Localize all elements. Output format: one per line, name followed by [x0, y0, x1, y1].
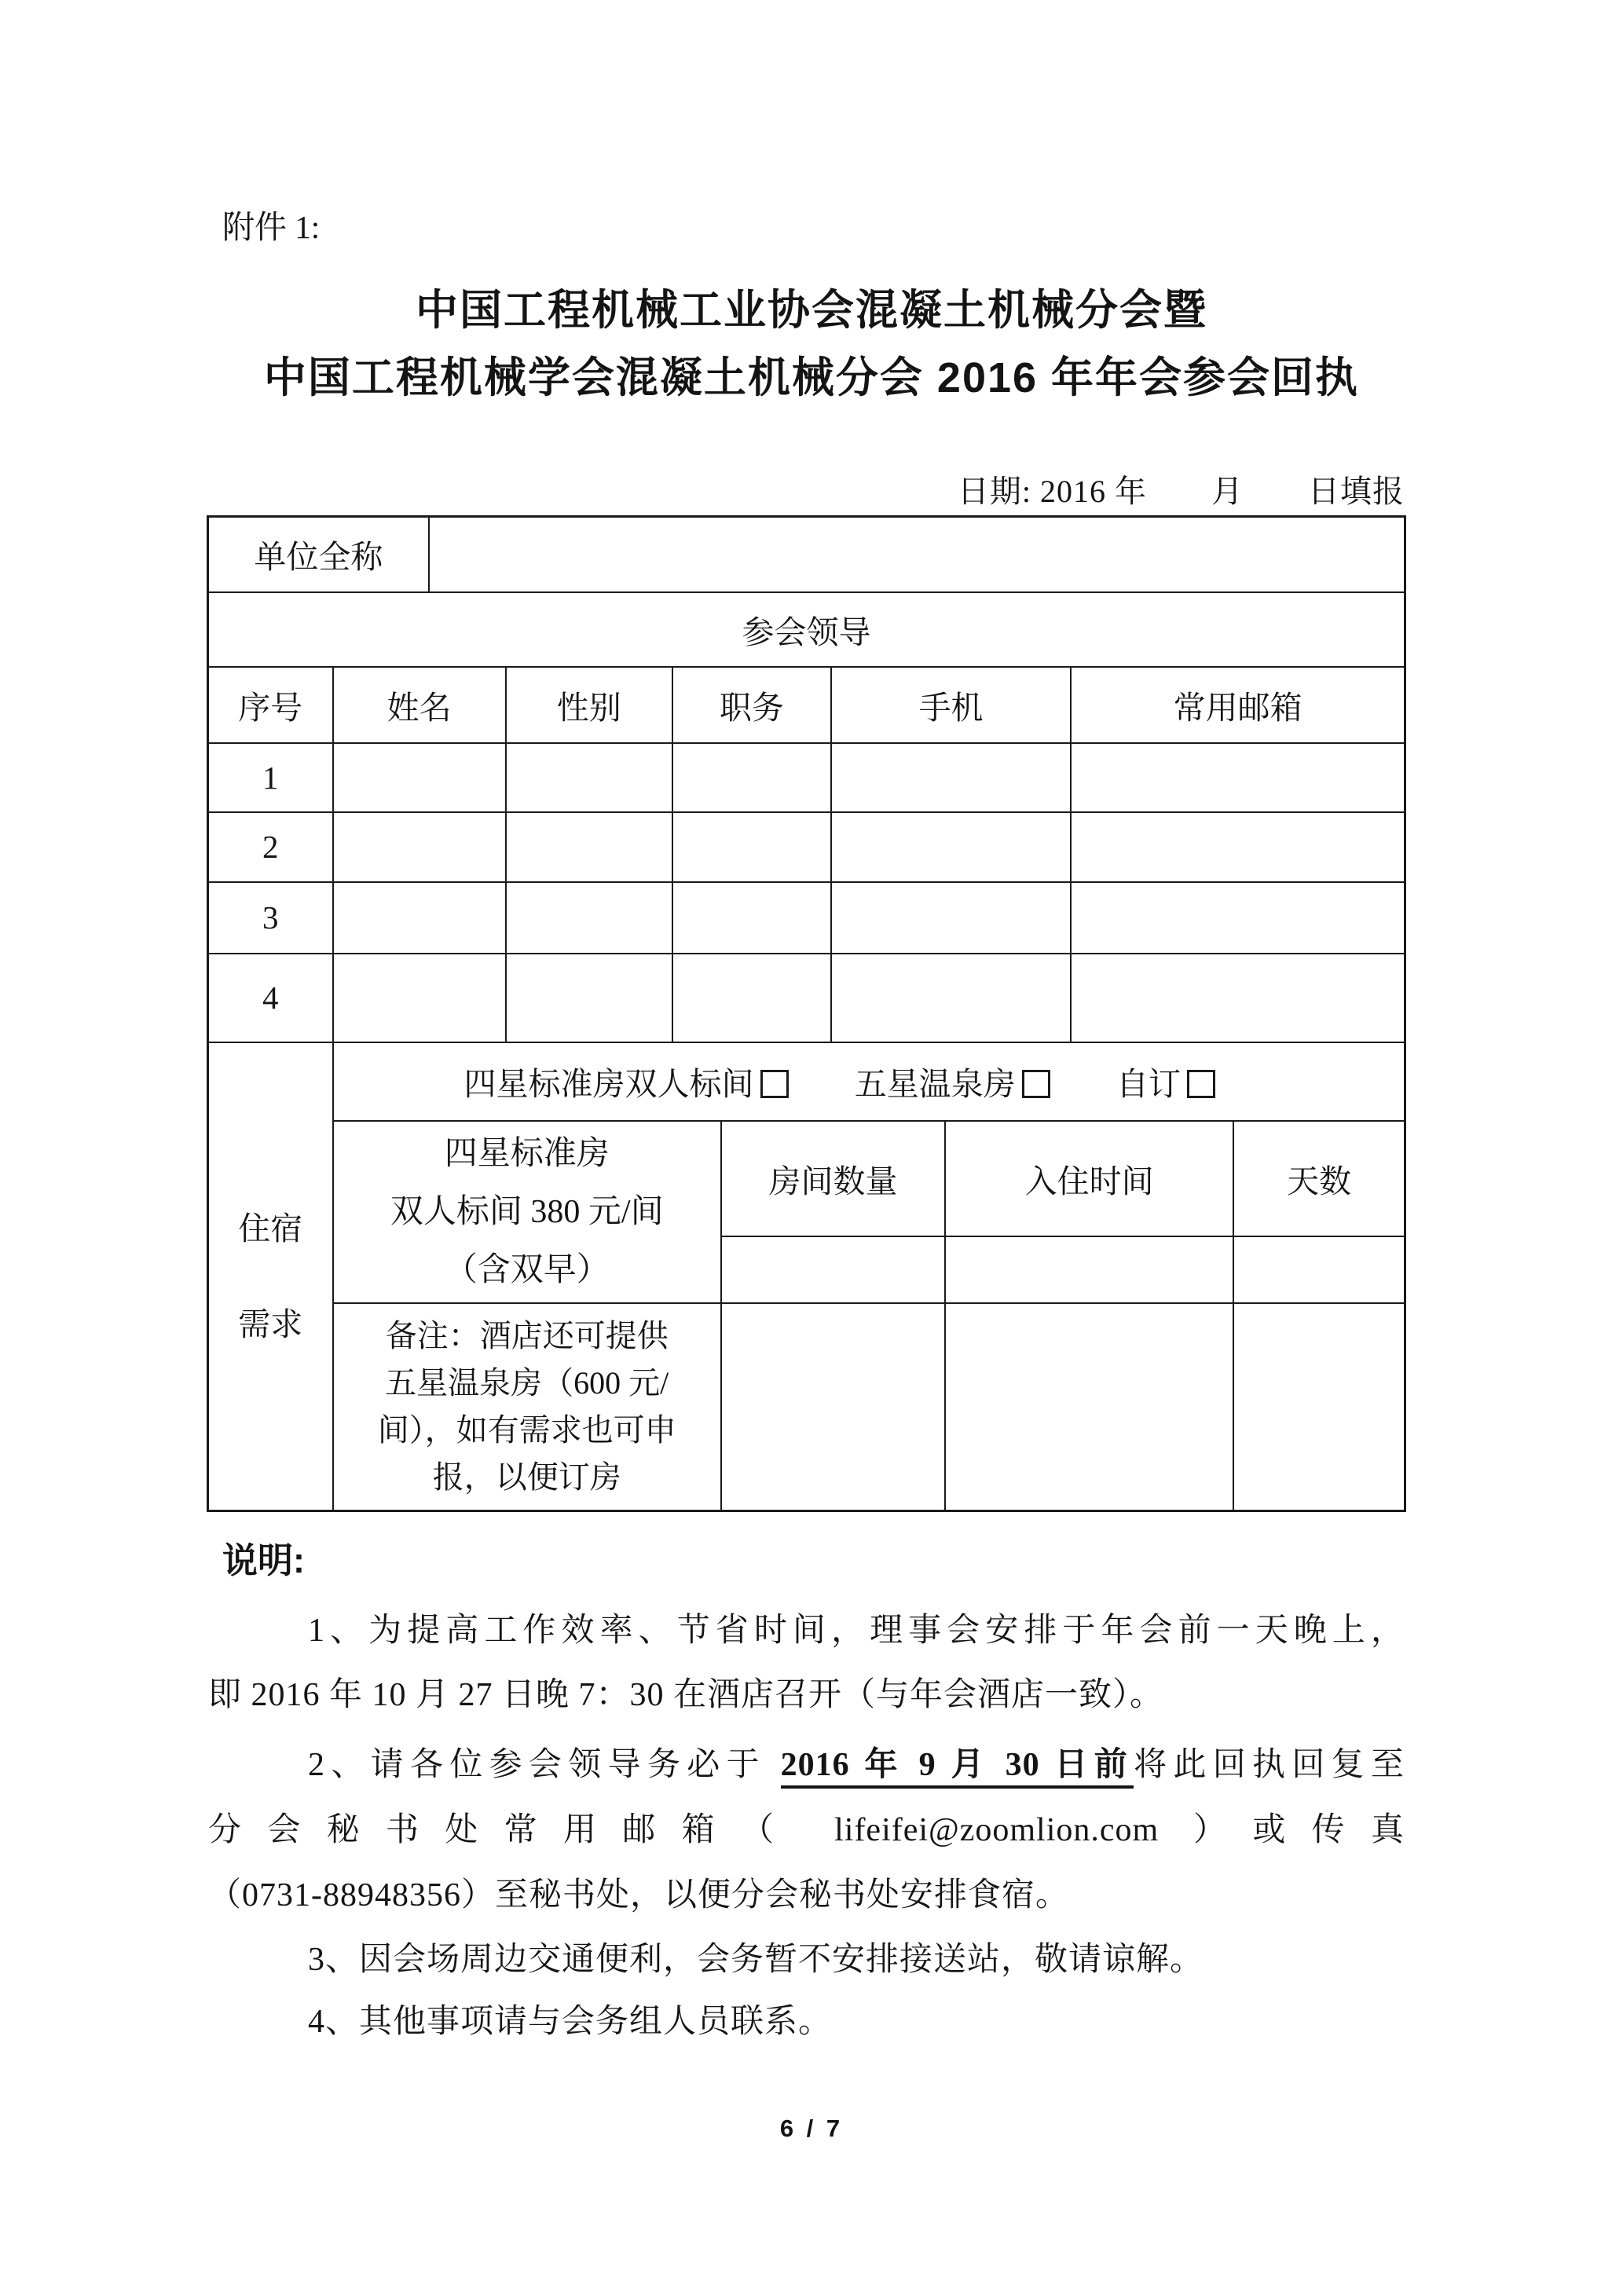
leader-4-mobile-field	[831, 954, 1071, 1042]
option-four-star	[464, 1066, 789, 1102]
leader-2-gender-field	[506, 812, 672, 882]
attachment-label: 附件 1:	[222, 209, 321, 245]
leader-3-mobile-field	[831, 882, 1071, 954]
leader-4-position-field	[672, 954, 831, 1042]
room-desc-line3: （含双早）	[444, 1251, 610, 1288]
accommodation-section-label	[208, 1042, 333, 1511]
company-row	[208, 517, 1405, 592]
note-days-field	[1233, 1303, 1405, 1511]
accommodation-label-line2: 需求	[238, 1305, 303, 1342]
room-desc-line2: 双人标间 380 元/间	[390, 1193, 664, 1230]
note-item-1-line-2: 即 2016 年 10 月 27 日晚 7：30 在酒店召开（与年会酒店一致）。	[208, 1677, 1164, 1713]
leader-4-gender-field	[506, 954, 672, 1042]
leaders-section-row	[208, 592, 1405, 667]
hotel-note-line3: 间），如有需求也可申	[377, 1412, 676, 1448]
leader-4-name-field	[333, 954, 506, 1042]
checkin-time-field	[945, 1236, 1233, 1303]
col-header-gender: 性别	[506, 667, 672, 743]
leader-2-position-field	[672, 812, 831, 882]
room-type-options	[333, 1042, 1405, 1121]
leader-row-2	[208, 812, 1405, 882]
room-options-row	[208, 1042, 1405, 1121]
leader-3-email-field	[1071, 882, 1405, 954]
note-item-4: 4、其他事项请与会务组人员联系。	[308, 2004, 833, 2040]
four-star-room-description	[333, 1121, 721, 1303]
leader-4-email-field	[1071, 954, 1405, 1042]
leader-1-mobile-field	[831, 743, 1071, 812]
days-field	[1233, 1236, 1405, 1303]
hotel-note-line2: 五星温泉房（600 元/	[385, 1364, 669, 1401]
room-desc-line1: 四星标准房	[444, 1135, 610, 1172]
company-name-label: 单位全称	[208, 517, 429, 592]
col-header-index: 序号	[208, 667, 333, 743]
col-header-position: 职务	[672, 667, 831, 743]
note-room-count-field	[721, 1303, 945, 1511]
notes-heading: 说明:	[222, 1540, 305, 1580]
page-number: 6 / 7	[779, 2115, 844, 2142]
hotel-note-line4: 报，以便订房	[432, 1459, 621, 1495]
four-star-checkbox	[760, 1070, 789, 1098]
col-header-mobile: 手机	[831, 667, 1071, 743]
leader-1-position-field	[672, 743, 831, 812]
note-item-2-suffix: 将此回执回复至	[1134, 1747, 1405, 1783]
note-item-2-line-3: （0731-88948356）至秘书处，以便分会秘书处安排食宿。	[208, 1877, 1069, 1913]
five-star-spring-checkbox	[1022, 1070, 1050, 1098]
company-name-field	[429, 517, 1405, 592]
col-header-room-count: 房间数量	[721, 1121, 945, 1236]
accommodation-label-line1: 住宿	[238, 1210, 303, 1247]
col-header-name: 姓名	[333, 667, 506, 743]
leader-row-3	[208, 882, 1405, 954]
self-book-checkbox	[1187, 1070, 1215, 1098]
reply-deadline: 2016 年 9 月 30 日前	[781, 1747, 1134, 1789]
option-five-star-spring-label: 五星温泉房	[854, 1066, 1016, 1102]
hotel-note-line1: 备注：酒店还可提供	[385, 1317, 669, 1353]
col-header-days: 天数	[1233, 1121, 1405, 1236]
leader-1-name-field	[333, 743, 506, 812]
document-title-line1: 中国工程机械工业协会混凝土机械分会暨	[416, 287, 1207, 334]
option-four-star-label: 四星标准房双人标间	[463, 1066, 754, 1102]
leaders-section-header: 参会领导	[208, 592, 1405, 667]
leader-2-name-field	[333, 812, 506, 882]
leader-3-name-field	[333, 882, 506, 954]
leader-1-email-field	[1071, 743, 1405, 812]
leader-2-index: 2	[208, 812, 333, 882]
note-item-2-line-2: 分会秘书处常用邮箱（ lifeifei@zoomlion.com ）或传真	[208, 1812, 1405, 1848]
col-header-email: 常用邮箱	[1071, 667, 1405, 743]
note-item-2-line-1	[308, 1738, 1405, 1785]
note-item-1-line-1: 1、为提高工作效率、节省时间，理事会安排于年会前一天晚上，	[308, 1613, 1405, 1649]
leader-4-index: 4	[208, 954, 333, 1042]
leader-3-position-field	[672, 882, 831, 954]
document-title-line2: 中国工程机械学会混凝土机械分会 2016 年年会参会回执	[263, 354, 1360, 401]
col-header-checkin-time: 入住时间	[945, 1121, 1233, 1236]
note-item-3: 3、因会场周边交通便利，会务暂不安排接送站，敬请谅解。	[308, 1942, 1204, 1978]
note-item-2-prefix: 2、请各位参会领导务必于	[308, 1747, 781, 1783]
room-count-field	[721, 1236, 945, 1303]
leader-row-4	[208, 954, 1405, 1042]
leader-1-gender-field	[506, 743, 672, 812]
leader-1-index: 1	[208, 743, 333, 812]
leader-row-1	[208, 743, 1405, 812]
room-subtable-header-row	[208, 1121, 1405, 1236]
hotel-note-row	[208, 1303, 1405, 1511]
note-checkin-time-field	[945, 1303, 1233, 1511]
leader-2-mobile-field	[831, 812, 1071, 882]
leader-3-gender-field	[506, 882, 672, 954]
registration-form-table	[207, 515, 1406, 1512]
option-self-book-label: 自订	[1116, 1066, 1182, 1102]
option-self-book	[1116, 1066, 1215, 1102]
leaders-header-row	[208, 667, 1405, 743]
leader-2-email-field	[1071, 812, 1405, 882]
leader-3-index: 3	[208, 882, 333, 954]
option-five-star-spring	[855, 1066, 1050, 1102]
hotel-note	[333, 1303, 721, 1511]
date-fill-line: 日期: 2016 年 月 日填报	[957, 474, 1405, 509]
